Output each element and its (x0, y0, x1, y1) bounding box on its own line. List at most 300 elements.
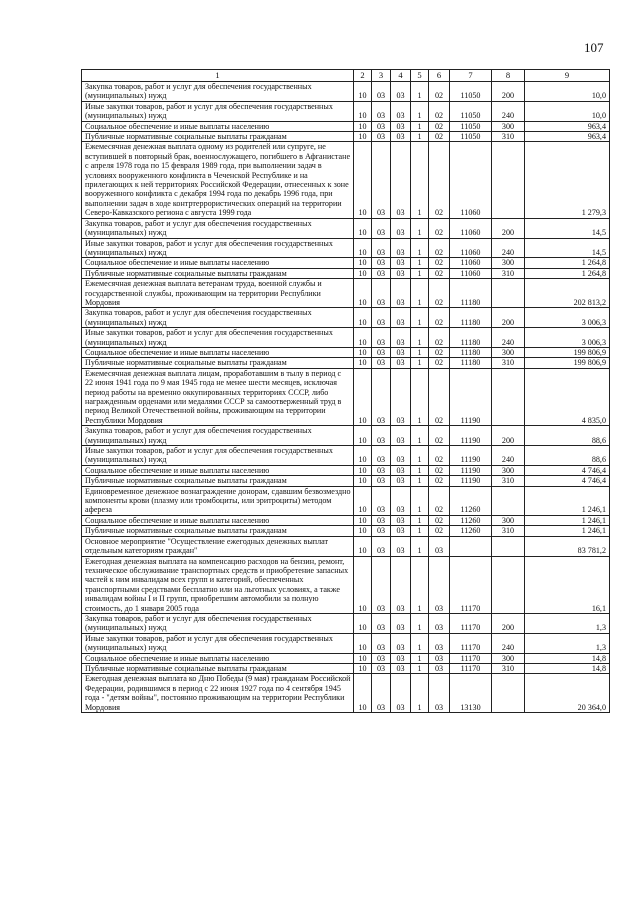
target-code-cell: 11170 (450, 653, 492, 663)
program-code-cell: 03 (391, 556, 411, 613)
expense-type-cell: 310 (492, 526, 525, 536)
subprogram-code-cell: 1 (411, 218, 429, 238)
program-code-cell: 03 (391, 358, 411, 368)
subprogram-code-cell: 1 (411, 515, 429, 525)
subprogram-code-cell: 1 (411, 358, 429, 368)
table-row (82, 142, 610, 218)
amount-cell: 1 264,8 (525, 268, 610, 278)
row-name-cell: Иные закупки товаров, работ и услуг для обеспечения государственных (муниципальных) нужд (82, 633, 354, 653)
amount-cell: 88,6 (525, 446, 610, 466)
program-code-cell: 03 (391, 653, 411, 663)
expense-type-cell: 300 (492, 347, 525, 357)
budget-table (81, 69, 610, 713)
section-code-cell: 10 (354, 526, 372, 536)
amount-cell: 1 246,1 (525, 526, 610, 536)
target-code-cell: 11050 (450, 101, 492, 121)
section-code-cell: 10 (354, 142, 372, 218)
subsection-code-cell: 03 (372, 426, 391, 446)
expense-type-cell (492, 142, 525, 218)
measure-code-cell: 02 (429, 101, 450, 121)
program-code-cell: 03 (391, 613, 411, 633)
measure-code-cell: 03 (429, 663, 450, 673)
section-code-cell: 10 (354, 258, 372, 268)
section-code-cell: 10 (354, 663, 372, 673)
target-code-cell: 11180 (450, 358, 492, 368)
section-code-cell: 10 (354, 536, 372, 556)
expense-type-cell: 300 (492, 515, 525, 525)
subsection-code-cell: 03 (372, 218, 391, 238)
row-name-cell: Публичные нормативные социальные выплаты гражданам (82, 663, 354, 673)
program-code-cell: 03 (391, 121, 411, 131)
amount-cell: 1 246,1 (525, 515, 610, 525)
table-row (82, 218, 610, 238)
subprogram-code-cell: 1 (411, 663, 429, 673)
measure-code-cell: 02 (429, 426, 450, 446)
subprogram-code-cell: 1 (411, 465, 429, 475)
program-code-cell: 03 (391, 328, 411, 348)
subsection-code-cell: 03 (372, 279, 391, 308)
target-code-cell: 11190 (450, 465, 492, 475)
target-code-cell (450, 536, 492, 556)
table-row (82, 358, 610, 368)
section-code-cell: 10 (354, 446, 372, 466)
subsection-code-cell: 03 (372, 446, 391, 466)
subsection-code-cell: 03 (372, 486, 391, 515)
amount-cell: 4 746,4 (525, 465, 610, 475)
target-code-cell: 13130 (450, 674, 492, 713)
subsection-code-cell: 03 (372, 515, 391, 525)
program-code-cell: 03 (391, 101, 411, 121)
row-name-cell: Закупка товаров, работ и услуг для обеспечения государственных (муниципальных) нужд (82, 218, 354, 238)
section-code-cell: 10 (354, 476, 372, 486)
amount-cell: 10,0 (525, 82, 610, 102)
expense-type-cell: 310 (492, 358, 525, 368)
subsection-code-cell: 03 (372, 663, 391, 673)
expense-type-cell: 310 (492, 476, 525, 486)
measure-code-cell: 02 (429, 121, 450, 131)
measure-code-cell: 02 (429, 218, 450, 238)
section-code-cell: 10 (354, 465, 372, 475)
program-code-cell: 03 (391, 426, 411, 446)
section-code-cell: 10 (354, 426, 372, 446)
program-code-cell: 03 (391, 674, 411, 713)
section-code-cell: 10 (354, 674, 372, 713)
subprogram-code-cell: 1 (411, 258, 429, 268)
table-row (82, 446, 610, 466)
amount-cell: 1,3 (525, 633, 610, 653)
subprogram-code-cell: 1 (411, 279, 429, 308)
row-name-cell: Социальное обеспечение и иные выплаты населению (82, 515, 354, 525)
table-row (82, 536, 610, 556)
subsection-code-cell: 03 (372, 142, 391, 218)
amount-cell: 202 813,2 (525, 279, 610, 308)
table-row (82, 279, 610, 308)
subprogram-code-cell: 1 (411, 653, 429, 663)
expense-type-cell (492, 486, 525, 515)
row-name-cell: Закупка товаров, работ и услуг для обеспечения государственных (муниципальных) нужд (82, 82, 354, 102)
measure-code-cell: 02 (429, 446, 450, 466)
section-code-cell: 10 (354, 218, 372, 238)
amount-cell: 963,4 (525, 121, 610, 131)
section-code-cell: 10 (354, 486, 372, 515)
column-header: 2 (354, 70, 372, 82)
expense-type-cell: 240 (492, 101, 525, 121)
row-name-cell: Основное мероприятие "Осуществление ежегодных денежных выплат отдельным категориям граждан" (82, 536, 354, 556)
subsection-code-cell: 03 (372, 258, 391, 268)
subprogram-code-cell: 1 (411, 633, 429, 653)
subprogram-code-cell: 1 (411, 486, 429, 515)
subprogram-code-cell: 1 (411, 238, 429, 258)
table-row (82, 653, 610, 663)
program-code-cell: 03 (391, 536, 411, 556)
section-code-cell: 10 (354, 279, 372, 308)
column-header: 7 (450, 70, 492, 82)
target-code-cell: 11060 (450, 238, 492, 258)
row-name-cell: Социальное обеспечение и иные выплаты населению (82, 121, 354, 131)
subsection-code-cell: 03 (372, 653, 391, 663)
subsection-code-cell: 03 (372, 328, 391, 348)
measure-code-cell: 03 (429, 613, 450, 633)
subprogram-code-cell: 1 (411, 426, 429, 446)
column-number-header (82, 70, 610, 82)
row-name-cell: Закупка товаров, работ и услуг для обеспечения государственных (муниципальных) нужд (82, 426, 354, 446)
subprogram-code-cell: 1 (411, 476, 429, 486)
target-code-cell: 11060 (450, 142, 492, 218)
measure-code-cell: 02 (429, 82, 450, 102)
expense-type-cell: 310 (492, 132, 525, 142)
measure-code-cell: 03 (429, 633, 450, 653)
amount-cell: 1 279,3 (525, 142, 610, 218)
subsection-code-cell: 03 (372, 613, 391, 633)
amount-cell: 1 264,8 (525, 258, 610, 268)
amount-cell: 199 806,9 (525, 358, 610, 368)
subsection-code-cell: 03 (372, 238, 391, 258)
subprogram-code-cell: 1 (411, 328, 429, 348)
table-row (82, 613, 610, 633)
measure-code-cell: 03 (429, 674, 450, 713)
table-row (82, 476, 610, 486)
page-number: 107 (584, 40, 604, 55)
measure-code-cell: 02 (429, 347, 450, 357)
subprogram-code-cell: 1 (411, 368, 429, 425)
amount-cell: 3 006,3 (525, 308, 610, 328)
row-name-cell: Социальное обеспечение и иные выплаты населению (82, 258, 354, 268)
target-code-cell: 11180 (450, 347, 492, 357)
expense-type-cell: 200 (492, 308, 525, 328)
amount-cell: 1 246,1 (525, 486, 610, 515)
measure-code-cell: 02 (429, 268, 450, 278)
table-row (82, 258, 610, 268)
subprogram-code-cell: 1 (411, 446, 429, 466)
subprogram-code-cell: 1 (411, 613, 429, 633)
row-name-cell: Публичные нормативные социальные выплаты гражданам (82, 476, 354, 486)
program-code-cell: 03 (391, 486, 411, 515)
subsection-code-cell: 03 (372, 633, 391, 653)
column-header: 1 (82, 70, 354, 82)
target-code-cell: 11050 (450, 132, 492, 142)
row-name-cell: Иные закупки товаров, работ и услуг для обеспечения государственных (муниципальных) нужд (82, 446, 354, 466)
subsection-code-cell: 03 (372, 465, 391, 475)
table-row (82, 328, 610, 348)
table-row (82, 486, 610, 515)
target-code-cell: 11180 (450, 308, 492, 328)
subsection-code-cell: 03 (372, 674, 391, 713)
subsection-code-cell: 03 (372, 358, 391, 368)
expense-type-cell: 310 (492, 268, 525, 278)
program-code-cell: 03 (391, 258, 411, 268)
program-code-cell: 03 (391, 347, 411, 357)
target-code-cell: 11180 (450, 328, 492, 348)
measure-code-cell: 02 (429, 358, 450, 368)
table-row (82, 426, 610, 446)
column-header: 4 (391, 70, 411, 82)
subsection-code-cell: 03 (372, 132, 391, 142)
measure-code-cell: 03 (429, 556, 450, 613)
amount-cell: 14,5 (525, 218, 610, 238)
amount-cell: 4 835,0 (525, 368, 610, 425)
table-row (82, 268, 610, 278)
column-header: 3 (372, 70, 391, 82)
subprogram-code-cell: 1 (411, 268, 429, 278)
section-code-cell: 10 (354, 121, 372, 131)
row-name-cell: Ежегодная денежная выплата ко Дню Победы (9 мая) гражданам Российской Федерации, родившимся в период с 22 июня 1927 года по 4 сентября 1945 года - "детям войны", постоянно проживающим на территории Республики Мордовия (82, 674, 354, 713)
program-code-cell: 03 (391, 238, 411, 258)
expense-type-cell: 240 (492, 446, 525, 466)
program-code-cell: 03 (391, 132, 411, 142)
section-code-cell: 10 (354, 82, 372, 102)
subprogram-code-cell: 1 (411, 308, 429, 328)
row-name-cell: Ежегодная денежная выплата на компенсацию расходов на бензин, ремонт, техническое обслуживание транспортных средств и приобретение запасных частей к ним инвалидам всех групп и категорий, обеспеченных транспортными средствами бесплатно или на льготных условиях, а также инвалидам войны I и II групп, приобретшим автомобили за полную стоимость, до 1 января 2005 года (82, 556, 354, 613)
target-code-cell: 11180 (450, 279, 492, 308)
target-code-cell: 11050 (450, 82, 492, 102)
subprogram-code-cell: 1 (411, 101, 429, 121)
subsection-code-cell: 03 (372, 121, 391, 131)
measure-code-cell: 02 (429, 258, 450, 268)
section-code-cell: 10 (354, 238, 372, 258)
amount-cell: 4 746,4 (525, 476, 610, 486)
target-code-cell: 11170 (450, 556, 492, 613)
program-code-cell: 03 (391, 515, 411, 525)
expense-type-cell: 240 (492, 633, 525, 653)
program-code-cell: 03 (391, 476, 411, 486)
section-code-cell: 10 (354, 101, 372, 121)
target-code-cell: 11260 (450, 526, 492, 536)
target-code-cell: 11050 (450, 121, 492, 131)
expense-type-cell: 200 (492, 82, 525, 102)
subsection-code-cell: 03 (372, 536, 391, 556)
measure-code-cell: 02 (429, 308, 450, 328)
program-code-cell: 03 (391, 308, 411, 328)
table-row (82, 101, 610, 121)
program-code-cell: 03 (391, 218, 411, 238)
row-name-cell: Публичные нормативные социальные выплаты гражданам (82, 358, 354, 368)
expense-type-cell (492, 556, 525, 613)
table-row (82, 132, 610, 142)
amount-cell: 14,5 (525, 238, 610, 258)
target-code-cell: 11060 (450, 268, 492, 278)
amount-cell: 88,6 (525, 426, 610, 446)
expense-type-cell (492, 536, 525, 556)
target-code-cell: 11190 (450, 446, 492, 466)
table-row (82, 663, 610, 673)
row-name-cell: Ежемесячная денежная выплата одному из родителей или супруге, не вступившей в повторный брак, военнослужащего, погибшего в Афганистане с апреля 1978 года по 15 февраля 1989 года, при выполнении задач в условиях вооруженного конфликта в Чеченской Республике и на прилегающих к ней территориях Российской Федерации, отнесенных к зоне вооруженного конфликта с декабря 1994 года по декабрь 1996 года, при выполнении задач в ходе контртеррористических операций на территории Северо-Кавказского региона с августа 1999 года (82, 142, 354, 218)
subprogram-code-cell: 1 (411, 526, 429, 536)
program-code-cell: 03 (391, 82, 411, 102)
section-code-cell: 10 (354, 132, 372, 142)
row-name-cell: Единовременное денежное вознаграждение донорам, сдавшим безвозмездно компоненты крови (плазму или тромбоциты, или эритроциты) методом афереза (82, 486, 354, 515)
section-code-cell: 10 (354, 347, 372, 357)
measure-code-cell: 02 (429, 132, 450, 142)
row-name-cell: Публичные нормативные социальные выплаты гражданам (82, 526, 354, 536)
subprogram-code-cell: 1 (411, 142, 429, 218)
subsection-code-cell: 03 (372, 526, 391, 536)
row-name-cell: Социальное обеспечение и иные выплаты населению (82, 465, 354, 475)
expense-type-cell: 300 (492, 465, 525, 475)
table-row (82, 238, 610, 258)
target-code-cell: 11260 (450, 515, 492, 525)
row-name-cell: Иные закупки товаров, работ и услуг для обеспечения государственных (муниципальных) нужд (82, 101, 354, 121)
row-name-cell: Социальное обеспечение и иные выплаты населению (82, 347, 354, 357)
table-row (82, 526, 610, 536)
amount-cell: 16,1 (525, 556, 610, 613)
row-name-cell: Иные закупки товаров, работ и услуг для обеспечения государственных (муниципальных) нужд (82, 238, 354, 258)
table-row (82, 465, 610, 475)
subprogram-code-cell: 1 (411, 121, 429, 131)
amount-cell: 83 781,2 (525, 536, 610, 556)
amount-cell: 199 806,9 (525, 347, 610, 357)
measure-code-cell: 02 (429, 515, 450, 525)
table-row (82, 82, 610, 102)
table-row (82, 674, 610, 713)
amount-cell: 1,3 (525, 613, 610, 633)
table-row (82, 347, 610, 357)
measure-code-cell: 03 (429, 653, 450, 663)
row-name-cell: Ежемесячная денежная выплата лицам, проработавшим в тылу в период с 22 июня 1941 года по 9 мая 1945 года не менее шести месяцев, исключая период работы на временно оккупированных территориях СССР, либо награжденным орденами или медалями СССР за самоотверженный труд в период Великой Отечественной войны, проживающим на территории Республики Мордовия (82, 368, 354, 425)
subprogram-code-cell: 1 (411, 132, 429, 142)
subsection-code-cell: 03 (372, 347, 391, 357)
subsection-code-cell: 03 (372, 268, 391, 278)
subprogram-code-cell: 1 (411, 674, 429, 713)
expense-type-cell: 300 (492, 653, 525, 663)
measure-code-cell: 02 (429, 238, 450, 258)
measure-code-cell: 02 (429, 476, 450, 486)
row-name-cell: Ежемесячная денежная выплата ветеранам труда, военной службы и государственной службы, проживающим на территории Республики Мордовия (82, 279, 354, 308)
column-header: 5 (411, 70, 429, 82)
section-code-cell: 10 (354, 633, 372, 653)
table-row (82, 121, 610, 131)
column-header: 9 (525, 70, 610, 82)
amount-cell: 20 364,0 (525, 674, 610, 713)
target-code-cell: 11060 (450, 258, 492, 268)
expense-type-cell: 300 (492, 258, 525, 268)
subsection-code-cell: 03 (372, 82, 391, 102)
subprogram-code-cell: 1 (411, 556, 429, 613)
measure-code-cell: 02 (429, 368, 450, 425)
expense-type-cell: 240 (492, 328, 525, 348)
amount-cell: 3 006,3 (525, 328, 610, 348)
section-code-cell: 10 (354, 328, 372, 348)
program-code-cell: 03 (391, 279, 411, 308)
column-header: 6 (429, 70, 450, 82)
section-code-cell: 10 (354, 368, 372, 425)
subprogram-code-cell: 1 (411, 82, 429, 102)
amount-cell: 10,0 (525, 101, 610, 121)
measure-code-cell: 02 (429, 328, 450, 348)
table-row (82, 368, 610, 425)
expense-type-cell: 240 (492, 238, 525, 258)
measure-code-cell: 02 (429, 465, 450, 475)
row-name-cell: Социальное обеспечение и иные выплаты населению (82, 653, 354, 663)
target-code-cell: 11170 (450, 633, 492, 653)
measure-code-cell: 03 (429, 536, 450, 556)
amount-cell: 14,8 (525, 653, 610, 663)
table-row (82, 633, 610, 653)
expense-type-cell: 200 (492, 426, 525, 446)
section-code-cell: 10 (354, 358, 372, 368)
table-row (82, 556, 610, 613)
subsection-code-cell: 03 (372, 368, 391, 425)
table-row (82, 308, 610, 328)
row-name-cell: Закупка товаров, работ и услуг для обеспечения государственных (муниципальных) нужд (82, 308, 354, 328)
program-code-cell: 03 (391, 268, 411, 278)
subsection-code-cell: 03 (372, 101, 391, 121)
program-code-cell: 03 (391, 446, 411, 466)
program-code-cell: 03 (391, 368, 411, 425)
row-name-cell: Публичные нормативные социальные выплаты гражданам (82, 132, 354, 142)
program-code-cell: 03 (391, 663, 411, 673)
row-name-cell: Публичные нормативные социальные выплаты гражданам (82, 268, 354, 278)
subsection-code-cell: 03 (372, 308, 391, 328)
target-code-cell: 11170 (450, 663, 492, 673)
section-code-cell: 10 (354, 515, 372, 525)
amount-cell: 963,4 (525, 132, 610, 142)
table-row (82, 515, 610, 525)
amount-cell: 14,8 (525, 663, 610, 673)
expense-type-cell: 200 (492, 613, 525, 633)
program-code-cell: 03 (391, 526, 411, 536)
expense-type-cell: 300 (492, 121, 525, 131)
expense-type-cell: 310 (492, 663, 525, 673)
target-code-cell: 11190 (450, 426, 492, 446)
expense-type-cell: 200 (492, 218, 525, 238)
subprogram-code-cell: 1 (411, 347, 429, 357)
section-code-cell: 10 (354, 308, 372, 328)
expense-type-cell (492, 279, 525, 308)
expense-type-cell (492, 368, 525, 425)
subsection-code-cell: 03 (372, 556, 391, 613)
measure-code-cell: 02 (429, 526, 450, 536)
row-name-cell: Иные закупки товаров, работ и услуг для обеспечения государственных (муниципальных) нужд (82, 328, 354, 348)
section-code-cell: 10 (354, 613, 372, 633)
section-code-cell: 10 (354, 556, 372, 613)
subprogram-code-cell: 1 (411, 536, 429, 556)
subsection-code-cell: 03 (372, 476, 391, 486)
measure-code-cell: 02 (429, 279, 450, 308)
program-code-cell: 03 (391, 633, 411, 653)
expense-type-cell (492, 674, 525, 713)
row-name-cell: Закупка товаров, работ и услуг для обеспечения государственных (муниципальных) нужд (82, 613, 354, 633)
target-code-cell: 11170 (450, 613, 492, 633)
target-code-cell: 11190 (450, 476, 492, 486)
target-code-cell: 11060 (450, 218, 492, 238)
section-code-cell: 10 (354, 653, 372, 663)
target-code-cell: 11260 (450, 486, 492, 515)
measure-code-cell: 02 (429, 142, 450, 218)
section-code-cell: 10 (354, 268, 372, 278)
program-code-cell: 03 (391, 465, 411, 475)
column-header: 8 (492, 70, 525, 82)
measure-code-cell: 02 (429, 486, 450, 515)
